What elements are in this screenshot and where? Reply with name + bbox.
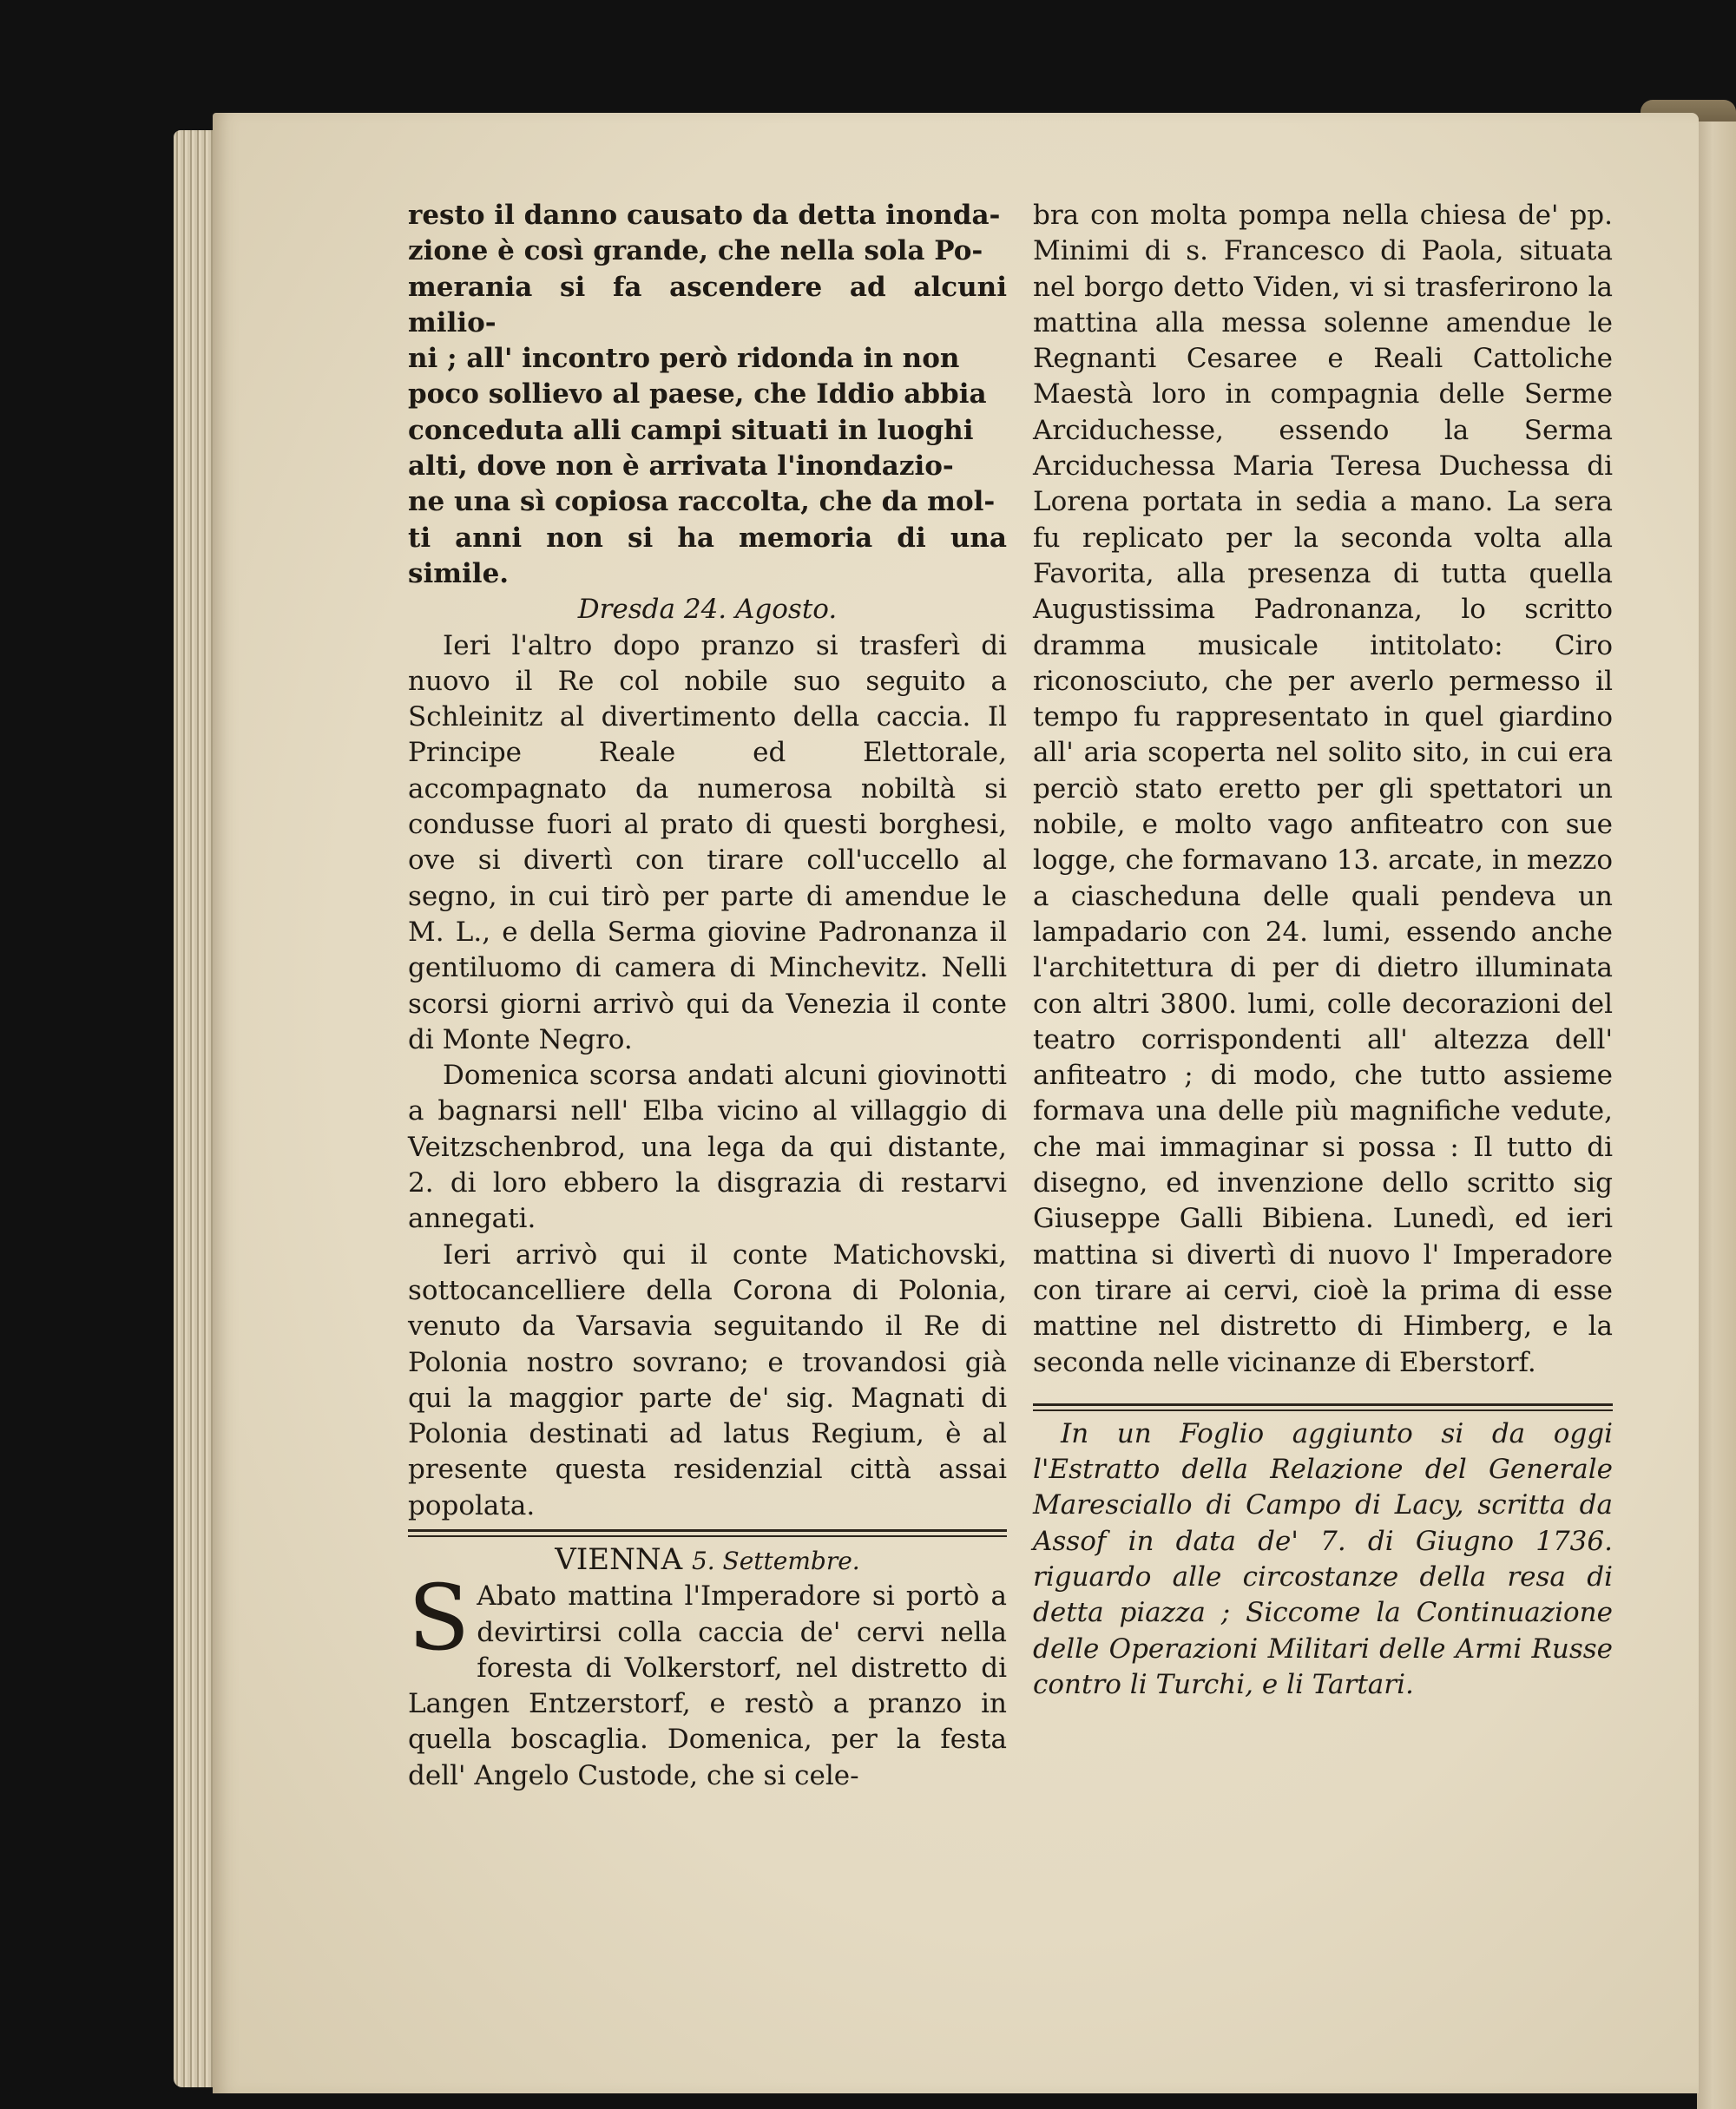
right-column [1033, 198, 1613, 1703]
dresda-paragraph-2: Domenica scorsa andati alcuni giovinotti a bagnarsi nell' Elba vicino al villaggio di Veitzschenbrod, una lega da qui distante, 2. di loro ebbero la disgrazia di restarvi annegati. [408, 1060, 1007, 1235]
vienna-continuation-paragraph: bra con molta pompa nella chiesa de' pp. Minimi di s. Francesco di Paola, situata nel borgo detto Viden, vi si trasferirono la mattina alla messa solenne amendue le Regnanti Cesaree e Reali Cattoliche Maestà loro in compagnia delle Serme Arciduchesse, essendo la Serma Arciduchessa Maria Teresa Duchessa di Lorena portata in sedia a mano. La sera fu replicato per la seconda volta alla Favorita, alla presenza di tutta quella Augustissima Padronanza, lo scritto dramma musicale intitolato: Ciro riconosciuto, che per averlo permesso il tempo fu rappresentato in quel giardino all' aria scoperta nel solito sito, in cui era perciò stato eretto per gli spettatori un nobile, e molto vago anfiteatro con sue logge, che formavano 13. arcate, in mezzo a ciascheduna delle quali pendeva un lampadario con 24. lumi, essendo anche l'architettura di per di dietro illuminata con altri 3800. lumi, colle decorazioni del teatro corrispondenti all' altezza dell' anfiteatro ; di modo, che tutto assieme formava una delle più magnifiche vedute, che mai immaginar si possa : Il tutto di disegno, ed invenzione dello scritto sig Giuseppe Galli Bibiena. Lunedì, ed ieri mattina si divertì di nuovo l' Imperadore con tirare ai cervi, cioè la prima di esse mattine nel distretto di Himberg, e la seconda nelle vicinanze di Eberstorf. [1033, 200, 1613, 1378]
dresda-paragraph-3: Ieri arrivò qui il conte Matichovski, sottocancelliere della Corona di Polonia, venuto da Varsavia seguitando il Re di Polonia nostro sovrano; e trovandosi già qui la maggior parte de' sig. Magnati di Polonia destinati ad latus Regium, è al presente questa residenzial città assai popolata. [408, 1238, 1007, 1521]
text-line: alti, dove non è arrivata l'inondazio- [408, 450, 954, 483]
text-line: conceduta alli campi situati in luoghi [408, 414, 974, 446]
vienna-paragraph-text: Abato mattina l'Imperadore si portò a devirtirsi colla caccia de' cervi nella foresta di Volkerstorf, nel distretto di Langen Entzerstorf, e restò a pranzo in quella boscaglia. Domenica, per la festa dell' Angelo Custode, che si cele- [408, 1580, 1007, 1791]
adjacent-page-edge [1697, 122, 1736, 2109]
text-line: ti anni non si ha memoria di una simile. [408, 522, 1007, 589]
dresda-paragraph-1: Ieri l'altro dopo pranzo si trasferì di nuovo il Re col nobile suo seguito a Schleinitz al divertimento della caccia. Il Principe Reale ed Elettorale, accompagnato da numerosa nobiltà si condusse fuori al prato di questi borghesi, ove si divertì con tirare coll'uccello al segno, in cui tirò per parte di amendue le M. L., e della Serma giovine Padronanza il gentiluomo di camera di Minchevitz. Nelli scorsi giorni arrivò qui da Venezia il conte di Monte Negro. [408, 629, 1007, 1055]
notice-divider [1033, 1403, 1613, 1406]
vienna-paragraph [408, 1565, 1007, 1794]
vienna-date: 5. Settembre. [691, 1546, 860, 1575]
text-line: resto il danno causato da detta inonda- [408, 200, 1001, 231]
dresda-dateline: Dresda 24. Agosto. [577, 594, 838, 626]
drop-cap: S [408, 1565, 470, 1672]
section-divider-thin [408, 1535, 1007, 1537]
section-divider [408, 1529, 1007, 1532]
inundation-paragraph [408, 198, 1007, 592]
left-column [408, 198, 1007, 1794]
notice-divider-thin [1033, 1409, 1613, 1411]
supplement-notice: In un Foglio aggiunto si da oggi l'Estratto della Relazione del Generale Maresciallo di Campo di Lacy, scritta da Assof in data de' 7. di Giugno 1736. riguardo alle circostanze della resa di detta piazza ; Siccome la Continuazione delle Operazioni Militari delle Armi Russe contro li Turchi, e li Tartari. [1033, 1417, 1613, 1700]
text-line: ni ; all' incontro però ridonda in non [408, 343, 960, 375]
text-line: zione è così grande, che nella sola Po- [408, 235, 983, 267]
text-line: merania si fa ascendere ad alcuni milio- [408, 271, 1007, 338]
text-line: ne una sì copiosa raccolta, che da mol- [408, 486, 996, 518]
vienna-city: VIENNA [555, 1541, 683, 1577]
vienna-dateline [408, 1542, 1007, 1579]
text-line: poco sollievo al paese, che Iddio abbia [408, 378, 987, 411]
